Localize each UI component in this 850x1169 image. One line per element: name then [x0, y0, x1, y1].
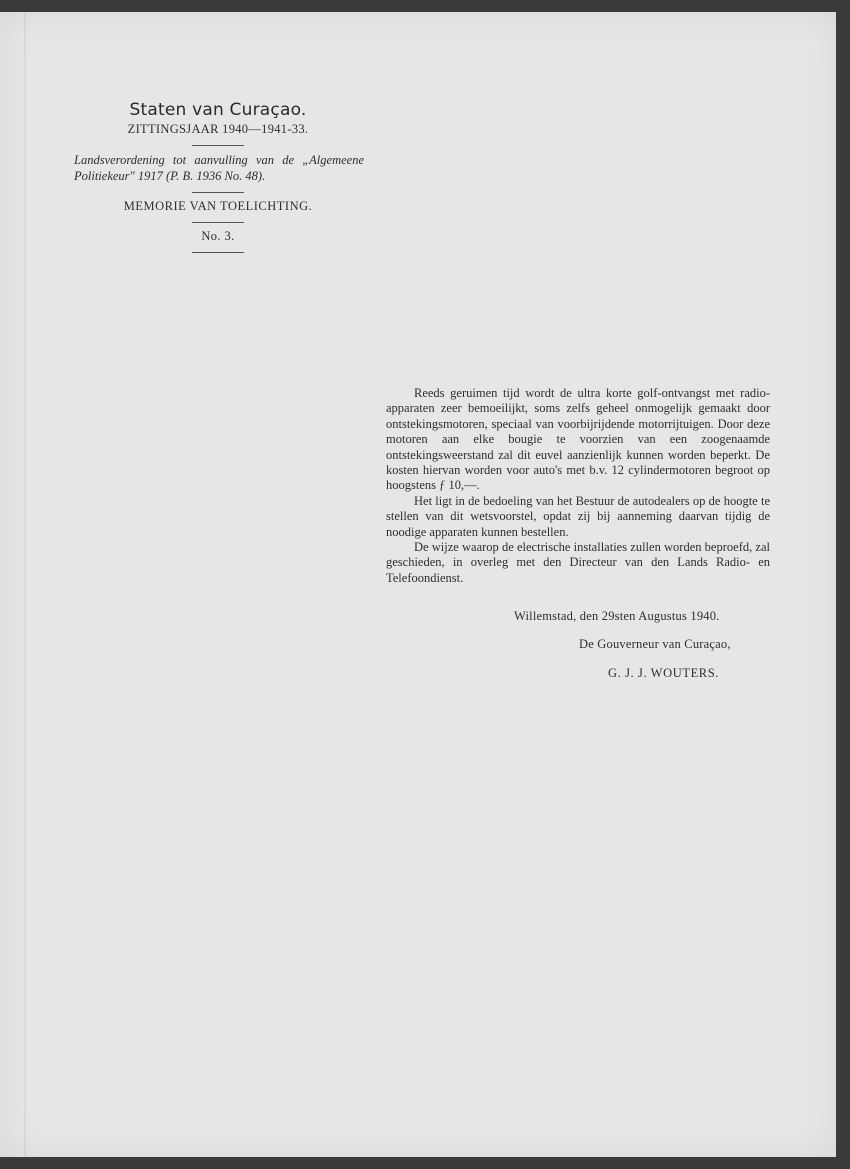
- assembly-title: Staten van Curaçao.: [129, 100, 307, 120]
- divider: [192, 222, 244, 223]
- document-number: No. 3.: [201, 229, 235, 243]
- document-page: [0, 12, 836, 1157]
- governor-title: De Gouverneur van Curaçao,: [579, 637, 731, 651]
- ordinance-subject: Landsverordening tot aanvulling van de „Algemeene Politiekeur" 1917 (P. B. 1936 No. 48).: [74, 153, 364, 183]
- body-paragraph: Het ligt in de bedoeling van het Bestuur de autodealers op de hoogte te stellen van dit wetsvoorstel, opdat zij bij aanneming daarvan tijdig de noodige apparaten kunnen bestellen.: [386, 493, 770, 539]
- explanatory-body: [386, 386, 770, 586]
- divider: [192, 252, 244, 253]
- divider: [192, 145, 244, 146]
- document-type: MEMORIE VAN TOELICHTING.: [123, 199, 313, 213]
- signature: G. J. J. WOUTERS.: [608, 666, 720, 680]
- divider: [192, 192, 244, 193]
- document-header: [70, 100, 366, 259]
- page-fold-shadow: [24, 12, 26, 1157]
- body-paragraph: De wijze waarop de electrische installaties zullen worden beproefd, zal geschieden, in overleg met den Directeur van den Lands Radio- en Telefoondienst.: [386, 540, 770, 585]
- body-paragraph: Reeds geruimen tijd wordt de ultra korte golf-ontvangst met radio-apparaten zeer bemoeilijkt, soms zelfs geheel onmogelijk gemaakt door ontstekingsmotoren, speciaal van voorbijrijdende motorrijtuigen. Door deze motoren aan elke bougie te voorzien van een zoogenaamde ontstekingsweerstand zal dit euvel aanzienlijk kunnen worden beperkt. De kosten hiervan worden voor auto's met b.v. 12 cylindermotoren begroot op hoogstens ƒ 10,—.: [386, 386, 770, 493]
- place-date: Willemstad, den 29sten Augustus 1940.: [514, 609, 720, 623]
- session-year: ZITTINGSJAAR 1940—1941-33.: [127, 122, 309, 136]
